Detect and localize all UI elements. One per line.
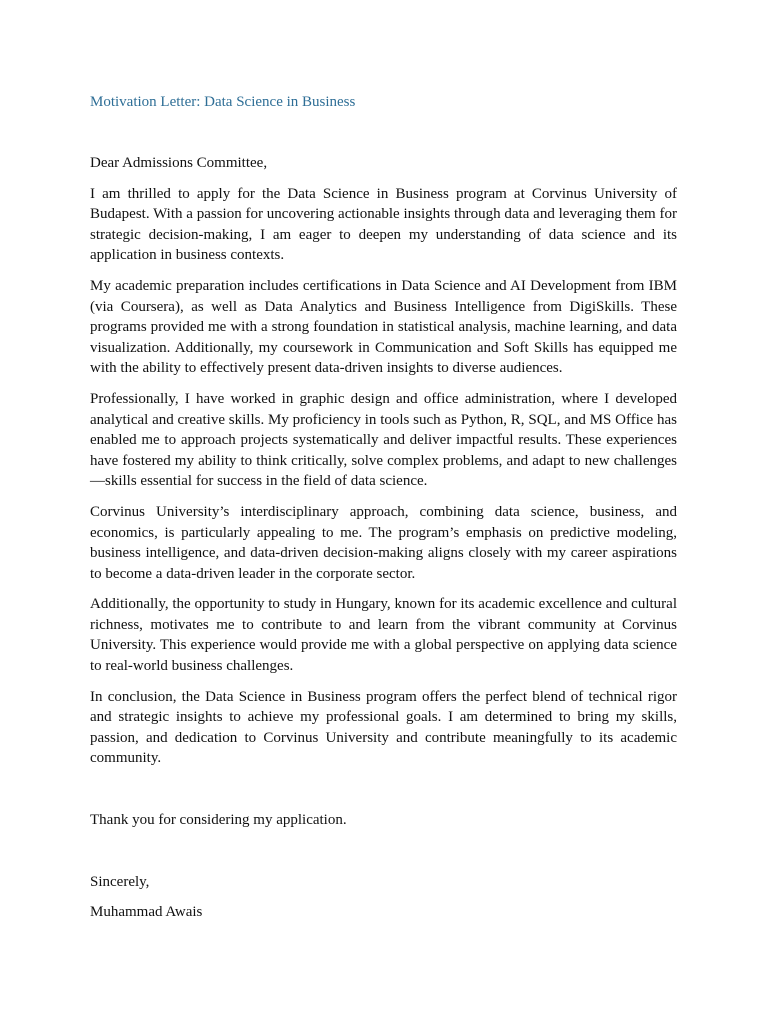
paragraph-professional: Professionally, I have worked in graphic design and office administration, where I developed analytical and creative skills. My proficiency in tools such as Python, R, SQL, and MS Office has enabled me to approach projects systematically and deliver impactful results. These experiences have fostered my ability to think critically, solve complex problems, and adapt to new challenges—skills essential for success in the field of data science.	[90, 390, 677, 490]
letter-page	[90, 0, 677, 1024]
letter-body	[90, 153, 677, 779]
paragraph-conclusion: In conclusion, the Data Science in Business program offers the perfect blend of technical rigor and strategic insights to achieve my professional goals. I am determined to bring my skills, passion, and dedication to Corvinus University and contribute meaningfully to its academic community.	[90, 688, 677, 767]
salutation: Dear Admissions Committee,	[90, 155, 268, 171]
paragraph-intro: I am thrilled to apply for the Data Science in Business program at Corvinus University of Budapest. With a passion for uncovering actionable insights through data and leveraging them for strategic decision-making, I am eager to deepen my understanding of data science and its application in business contexts.	[90, 185, 677, 264]
closing-line: Sincerely,	[90, 874, 150, 890]
paragraph-academic: My academic preparation includes certifications in Data Science and AI Development from IBM (via Coursera), as well as Data Analytics and Business Intelligence from DigiSkills. These programs provided me with a strong foundation in statistical analysis, machine learning, and data visualization. Additionally, my coursework in Communication and Soft Skills has equipped me with the ability to effectively present data-driven insights to diverse audiences.	[90, 277, 677, 377]
signature-name: Muhammad Awais	[90, 904, 203, 920]
letter-title: Motivation Letter: Data Science in Business	[90, 94, 356, 110]
paragraph-university: Corvinus University’s interdisciplinary approach, combining data science, business, and economics, is particularly appealing to me. The program’s emphasis on predictive modeling, business intelligence, and data-driven decision-making aligns closely with my career aspirations to become a data-driven leader in the corporate sector.	[90, 503, 677, 582]
thanks-line: Thank you for considering my application.	[90, 812, 347, 828]
paragraph-hungary: Additionally, the opportunity to study in Hungary, known for its academic excellence and cultural richness, motivates me to contribute to and learn from the vibrant community at Corvinus University. This experience would provide me with a global perspective on applying data science to real-world business challenges.	[90, 596, 677, 675]
